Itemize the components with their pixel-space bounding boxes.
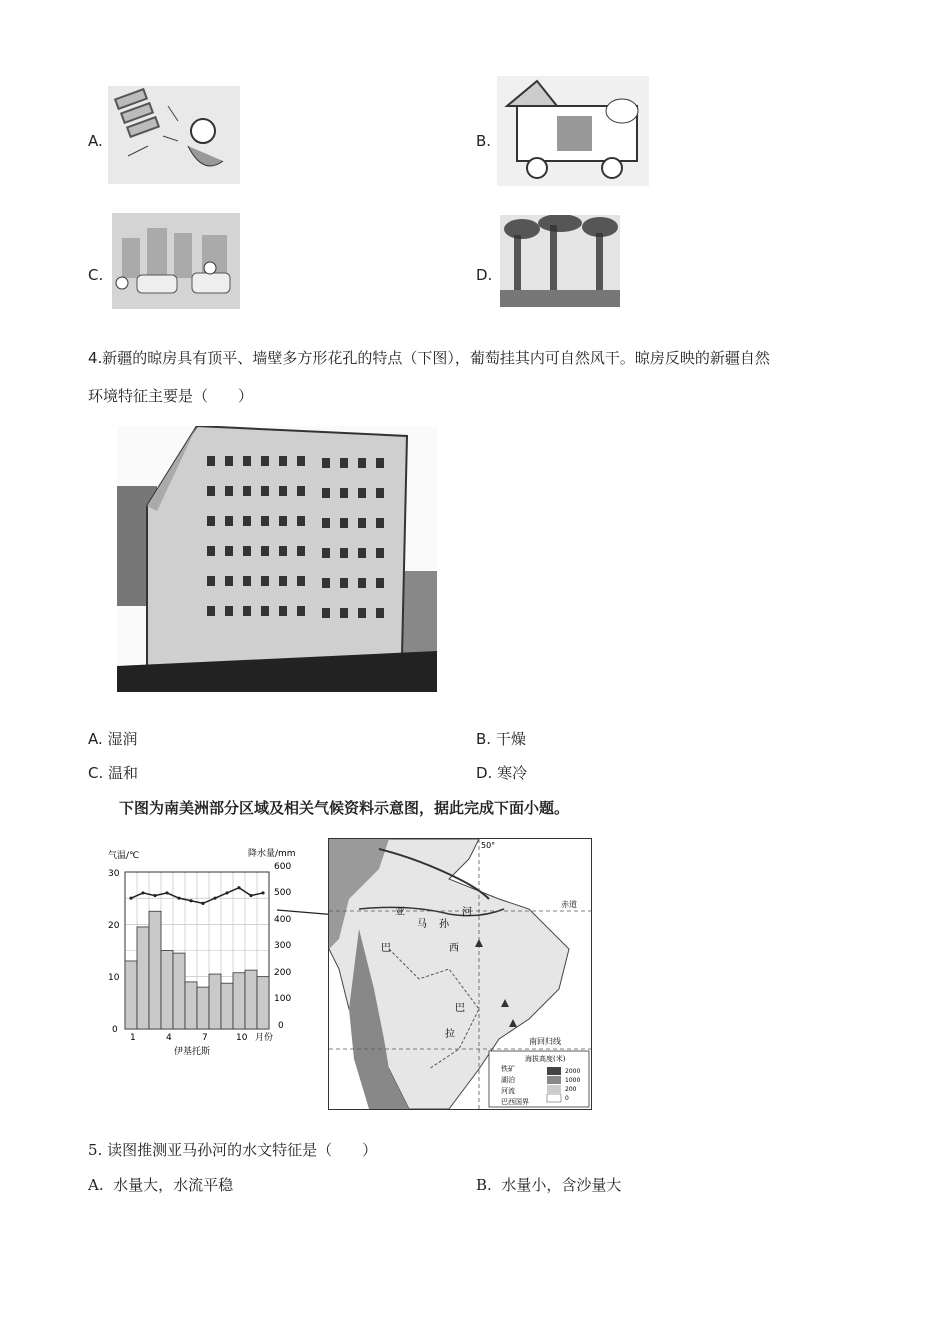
precip-bar-10 bbox=[233, 973, 245, 1029]
temp-axis-label: 气温/℃ bbox=[108, 851, 140, 861]
option-d-image bbox=[500, 215, 620, 307]
q5-option-a[interactable] bbox=[88, 1175, 233, 1195]
option-d-label: D. bbox=[476, 266, 493, 284]
q4-option-d-text: 寒冷 bbox=[497, 764, 528, 782]
temp-point-7 bbox=[201, 902, 204, 905]
option-c-image bbox=[112, 213, 240, 309]
right-tick-400: 400 bbox=[274, 915, 292, 925]
precip-bar-8 bbox=[209, 974, 221, 1029]
precip-bar-2 bbox=[137, 927, 149, 1029]
right-tick-300: 300 bbox=[274, 941, 292, 951]
q4-option-c-letter: C. bbox=[88, 764, 104, 782]
station-name: 伊基托斯 bbox=[174, 1047, 211, 1057]
legend-level-0: 0 bbox=[565, 1095, 569, 1102]
precip-bar-3 bbox=[149, 911, 161, 1029]
q4-option-a-text: 湿润 bbox=[107, 730, 138, 748]
legend-level-1000: 1000 bbox=[565, 1077, 581, 1084]
precip-bar-1 bbox=[125, 961, 137, 1029]
map-char-7: 巴 bbox=[455, 1003, 465, 1014]
right-tick-600: 600 bbox=[274, 862, 292, 872]
q5-option-b-text: 水量小，含沙量大 bbox=[501, 1176, 622, 1194]
map-tropic-label: 南回归线 bbox=[529, 1037, 561, 1046]
temp-point-12 bbox=[261, 891, 264, 894]
precip-bar-9 bbox=[221, 983, 233, 1029]
map-equator-label: 赤道 bbox=[561, 900, 577, 909]
section-intro: 下图为南美洲部分区域及相关气候资料示意图，据此完成下面小题。 bbox=[119, 799, 570, 817]
map-char-6: 西 bbox=[449, 943, 459, 954]
temp-point-3 bbox=[153, 894, 156, 897]
climate-chart bbox=[100, 842, 305, 1062]
q4-option-b[interactable] bbox=[476, 729, 526, 749]
option-c-label: C. bbox=[88, 266, 104, 284]
q4-option-a[interactable] bbox=[88, 729, 138, 749]
q5-stem: 5. 读图推测亚马孙河的水文特征是（ ） bbox=[88, 1141, 378, 1159]
q5-option-a-letter: A. bbox=[88, 1176, 104, 1194]
map-longitude-label: 50° bbox=[481, 841, 496, 850]
x-tick-4: 4 bbox=[166, 1033, 172, 1043]
map-char-2: 马 bbox=[417, 919, 427, 930]
x-tick-7: 7 bbox=[202, 1033, 208, 1043]
temp-point-11 bbox=[249, 894, 252, 897]
drying-house-photo bbox=[117, 426, 437, 692]
temp-point-1 bbox=[129, 897, 132, 900]
precip-bar-11 bbox=[245, 970, 257, 1029]
option-a-label: A. bbox=[88, 132, 103, 150]
precip-bar-4 bbox=[161, 951, 173, 1030]
map-char-1: 亚 bbox=[395, 907, 405, 918]
temp-point-8 bbox=[213, 897, 216, 900]
right-tick-200: 200 bbox=[274, 968, 292, 978]
legend-level-2000: 2000 bbox=[565, 1068, 581, 1075]
option-b-image bbox=[497, 76, 649, 186]
precip-axis-label: 降水量/mm bbox=[248, 849, 296, 859]
legend-lake: 湖泊 bbox=[501, 1076, 515, 1084]
temp-point-6 bbox=[189, 899, 192, 902]
map-char-8: 拉 bbox=[445, 1029, 455, 1040]
x-axis-label: 月份 bbox=[255, 1033, 274, 1043]
q4-option-b-letter: B. bbox=[476, 730, 492, 748]
temp-point-10 bbox=[237, 886, 240, 889]
legend-title: 海拔高度(米) bbox=[525, 1055, 566, 1063]
x-tick-10: 10 bbox=[236, 1033, 248, 1043]
temp-point-2 bbox=[141, 891, 144, 894]
right-tick-100: 100 bbox=[274, 994, 292, 1004]
temp-point-4 bbox=[165, 891, 168, 894]
q4-stem-line2: 环境特征主要是（ ） bbox=[88, 387, 254, 405]
q4-option-a-letter: A. bbox=[88, 730, 103, 748]
right-tick-500: 500 bbox=[274, 888, 292, 898]
legend-border: 巴西国界 bbox=[501, 1098, 529, 1106]
q4-option-d[interactable] bbox=[476, 763, 527, 783]
left-tick-0: 0 bbox=[112, 1025, 118, 1035]
option-b-label: B. bbox=[476, 132, 492, 150]
precip-bar-7 bbox=[197, 987, 209, 1029]
q5-option-b-letter: B. bbox=[476, 1176, 492, 1194]
x-tick-1: 1 bbox=[130, 1033, 136, 1043]
map-char-5: 巴 bbox=[381, 943, 391, 954]
temp-point-5 bbox=[177, 897, 180, 900]
left-tick-10: 10 bbox=[108, 973, 120, 983]
legend-river: 河流 bbox=[501, 1087, 515, 1095]
temp-point-9 bbox=[225, 891, 228, 894]
precip-bar-12 bbox=[257, 977, 269, 1029]
q4-option-d-letter: D. bbox=[476, 764, 493, 782]
legend-iron: 铁矿 bbox=[501, 1065, 515, 1073]
left-tick-30: 30 bbox=[108, 869, 120, 879]
q5-option-a-text: 水量大，水流平稳 bbox=[113, 1176, 234, 1194]
q4-option-c[interactable] bbox=[88, 763, 138, 783]
q5-option-b[interactable] bbox=[476, 1175, 621, 1195]
right-tick-0: 0 bbox=[278, 1021, 284, 1031]
map-char-4: 河 bbox=[462, 907, 472, 918]
south-america-map bbox=[328, 838, 592, 1110]
left-tick-20: 20 bbox=[108, 921, 120, 931]
legend-level-200: 200 bbox=[565, 1086, 577, 1093]
precip-bar-5 bbox=[173, 953, 185, 1029]
q4-option-c-text: 温和 bbox=[108, 764, 139, 782]
q4-option-b-text: 干燥 bbox=[495, 730, 526, 748]
option-a-image bbox=[108, 86, 240, 184]
map-char-3: 孙 bbox=[439, 919, 449, 930]
precip-bar-6 bbox=[185, 982, 197, 1029]
q4-stem-line1: 4.新疆的晾房具有顶平、墙壁多方形花孔的特点（下图），葡萄挂其内可自然风干。晾房反映的新疆自然 bbox=[88, 349, 770, 367]
